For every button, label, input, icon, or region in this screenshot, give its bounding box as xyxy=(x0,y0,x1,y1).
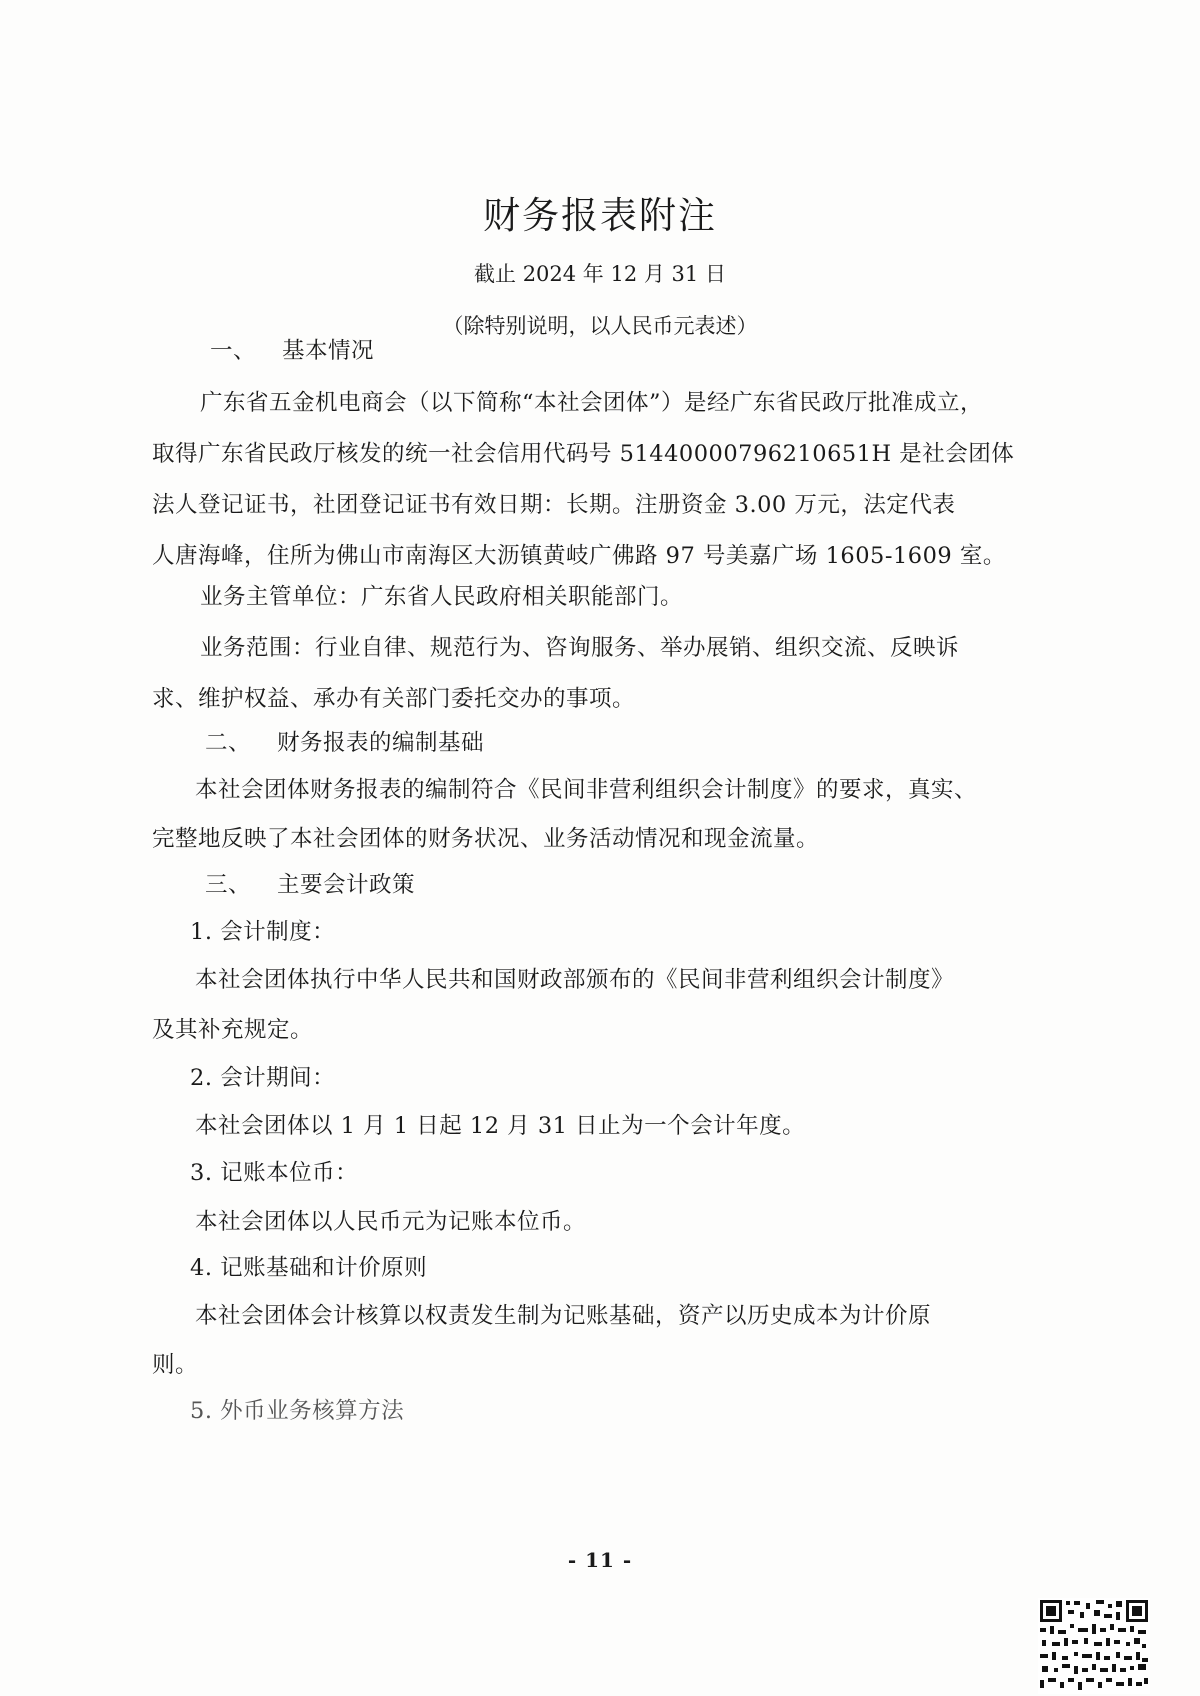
policy-text: 本社会团体执行中华人民共和国财政部颁布的《民间非营利组织会计制度》 xyxy=(195,967,955,993)
paragraph-line: 人唐海峰，住所为佛山市南海区大沥镇黄岐广佛路 97 号美嘉广场 1605-1609 室。 xyxy=(152,543,1006,569)
qr-code-icon xyxy=(1038,1598,1150,1694)
section-number: 三、 xyxy=(205,872,252,898)
policy-label: 1. 会计制度： xyxy=(190,919,336,945)
policy-text: 本社会团体以 1 月 1 日起 12 月 31 日止为一个会计年度。 xyxy=(195,1113,806,1139)
scope-line: 求、维护权益、承办有关部门委托交办的事项。 xyxy=(152,686,636,712)
currency-note: （除特别说明，以人民币元表述） xyxy=(442,314,758,338)
supervisor-line: 业务主管单位：广东省人民政府相关职能部门。 xyxy=(200,584,684,610)
basis-line: 完整地反映了本社会团体的财务状况、业务活动情况和现金流量。 xyxy=(152,826,820,852)
section-title: 主要会计政策 xyxy=(277,872,416,898)
policy-label: 3. 记账本位币： xyxy=(190,1160,359,1186)
scope-line: 业务范围：行业自律、规范行为、咨询服务、举办展销、组织交流、反映诉 xyxy=(200,635,960,661)
policy-text: 及其补充规定。 xyxy=(152,1017,314,1043)
section-number: 一、 xyxy=(210,338,257,364)
policy-text: 本社会团体会计核算以权责发生制为记账基础，资产以历史成本为计价原 xyxy=(195,1303,932,1329)
policy-label: 2. 会计期间： xyxy=(190,1065,336,1091)
paragraph-line: 法人登记证书，社团登记证书有效日期：长期。注册资金 3.00 万元，法定代表 xyxy=(152,492,956,518)
section-heading-2 xyxy=(205,725,484,757)
section-number: 二、 xyxy=(205,730,252,756)
policy-label: 5. 外币业务核算方法 xyxy=(190,1398,405,1424)
policy-label: 4. 记账基础和计价原则 xyxy=(190,1255,428,1281)
section-heading-3 xyxy=(205,867,415,899)
date-line: 截止 2024 年 12 月 31 日 xyxy=(474,262,726,286)
basis-line: 本社会团体财务报表的编制符合《民间非营利组织会计制度》的要求，真实、 xyxy=(195,777,978,803)
policy-text: 本社会团体以人民币元为记账本位币。 xyxy=(195,1209,587,1235)
section-title: 财务报表的编制基础 xyxy=(277,730,485,756)
policy-text: 则。 xyxy=(152,1352,199,1378)
section-heading-1 xyxy=(210,333,374,365)
paragraph-line: 取得广东省民政厅核发的统一社会信用代码号 51440000796210651H 是社会团体 xyxy=(152,441,1015,467)
document-title: 财务报表附注 xyxy=(483,194,717,237)
section-title: 基本情况 xyxy=(282,338,375,364)
paragraph-line: 广东省五金机电商会（以下简称“本社会团体”）是经广东省民政厅批准成立， xyxy=(200,390,984,416)
page-number: - 11 - xyxy=(567,1548,633,1572)
